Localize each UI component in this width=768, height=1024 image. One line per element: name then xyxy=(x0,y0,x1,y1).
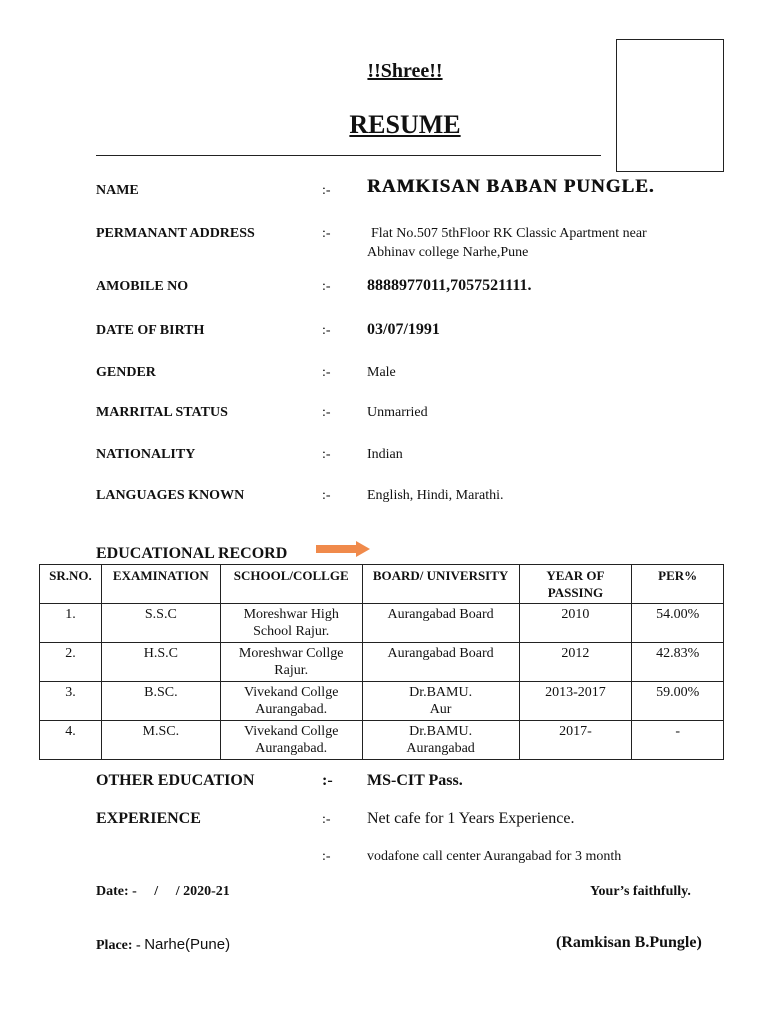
dob-value: 03/07/1991 xyxy=(367,321,440,338)
marital-value: Unmarried xyxy=(367,405,428,420)
experience-value-2: vodafone call center Aurangabad for 3 month xyxy=(367,849,622,864)
date-line: Date: - / / 2020-21 xyxy=(96,884,230,899)
cell-examination: B.SC. xyxy=(101,682,220,721)
cell-year: 2012 xyxy=(519,643,632,682)
marital-sep: :- xyxy=(322,405,331,420)
experience-value-1: Net cafe for 1 Years Experience. xyxy=(367,810,575,827)
arrow-right-icon xyxy=(316,541,370,557)
mobile-sep: :- xyxy=(322,279,331,294)
dob-sep: :- xyxy=(322,323,331,338)
nationality-sep: :- xyxy=(322,447,331,462)
languages-value: English, Hindi, Marathi. xyxy=(367,488,504,503)
title-rule xyxy=(96,155,601,156)
shree-heading: !!Shree!! xyxy=(367,60,443,82)
education-title: EDUCATIONAL RECORD xyxy=(96,545,288,562)
cell-board: Dr.BAMU. Aur xyxy=(362,682,519,721)
cell-percent: - xyxy=(632,721,724,760)
header-board: BOARD/ UNIVERSITY xyxy=(362,565,519,604)
cell-year: 2010 xyxy=(519,604,632,643)
cell-percent: 54.00% xyxy=(632,604,724,643)
marital-label: MARRITAL STATUS xyxy=(96,405,228,420)
yours-faithfully: Your’s faithfully. xyxy=(590,884,691,899)
dob-label: DATE OF BIRTH xyxy=(96,323,205,338)
header-school: SCHOOL/COLLGE xyxy=(220,565,362,604)
place-line xyxy=(96,936,230,954)
cell-examination: M.SC. xyxy=(101,721,220,760)
header-percent: PER% xyxy=(632,565,724,604)
other-education-label: OTHER EDUCATION xyxy=(96,772,255,789)
name-value: RAMKISAN BABAN PUNGLE. xyxy=(367,176,655,197)
cell-board: Aurangabad Board xyxy=(362,643,519,682)
cell-board: Dr.BAMU. Aurangabad xyxy=(362,721,519,760)
header-year: YEAR OF PASSING xyxy=(519,565,632,604)
table-row xyxy=(40,682,724,721)
address-line1: Flat No.507 5thFloor RK Classic Apartment near xyxy=(371,226,647,241)
education-table xyxy=(39,564,724,760)
table-row xyxy=(40,721,724,760)
cell-percent: 42.83% xyxy=(632,643,724,682)
address-label: PERMANANT ADDRESS xyxy=(96,226,255,241)
place-label: Place: - xyxy=(96,938,145,953)
table-header-row xyxy=(40,565,724,604)
gender-sep: :- xyxy=(322,365,331,380)
address-sep: :- xyxy=(322,226,331,241)
languages-sep: :- xyxy=(322,488,331,503)
nationality-label: NATIONALITY xyxy=(96,447,196,462)
cell-school: Vivekand Collge Aurangabad. xyxy=(220,721,362,760)
name-sep: :- xyxy=(322,183,331,198)
nationality-value: Indian xyxy=(367,447,403,462)
other-education-sep: :- xyxy=(322,772,333,789)
gender-label: GENDER xyxy=(96,365,156,380)
experience-label: EXPERIENCE xyxy=(96,810,201,827)
cell-year: 2013-2017 xyxy=(519,682,632,721)
cell-srno: 4. xyxy=(40,721,102,760)
gender-value: Male xyxy=(367,365,396,380)
cell-srno: 2. xyxy=(40,643,102,682)
table-row xyxy=(40,604,724,643)
experience-sep-2: :- xyxy=(322,849,331,864)
mobile-label: AMOBILE NO xyxy=(96,279,189,294)
table-row xyxy=(40,643,724,682)
other-education-value: MS-CIT Pass. xyxy=(367,772,463,789)
cell-srno: 3. xyxy=(40,682,102,721)
mobile-value: 8888977011,7057521111. xyxy=(367,277,532,294)
name-label: NAME xyxy=(96,183,139,198)
languages-label: LANGUAGES KNOWN xyxy=(96,488,245,503)
experience-sep: :- xyxy=(322,812,331,827)
header-srno: SR.NO. xyxy=(40,565,102,604)
cell-school: Moreshwar High School Rajur. xyxy=(220,604,362,643)
cell-srno: 1. xyxy=(40,604,102,643)
cell-examination: S.S.C xyxy=(101,604,220,643)
cell-school: Moreshwar Collge Rajur. xyxy=(220,643,362,682)
place-value: Narhe(Pune) xyxy=(144,936,231,953)
cell-school: Vivekand Collge Aurangabad. xyxy=(220,682,362,721)
header-examination: EXAMINATION xyxy=(101,565,220,604)
photo-box xyxy=(616,39,724,172)
resume-title: RESUME xyxy=(349,110,461,139)
cell-board: Aurangabad Board xyxy=(362,604,519,643)
address-line2: Abhinav college Narhe,Pune xyxy=(367,245,529,260)
cell-percent: 59.00% xyxy=(632,682,724,721)
cell-year: 2017- xyxy=(519,721,632,760)
signature: (Ramkisan B.Pungle) xyxy=(556,934,702,951)
cell-examination: H.S.C xyxy=(101,643,220,682)
